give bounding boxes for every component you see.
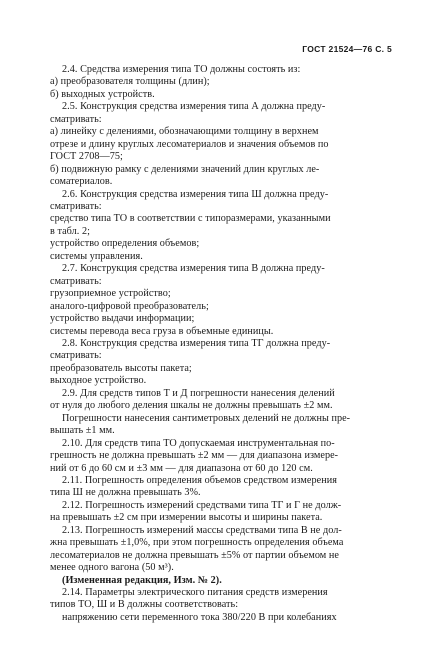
text-line: 2.5. Конструкция средства измерения типа А должна преду- [62, 101, 326, 113]
text-line: системы управления. [50, 250, 143, 262]
text-line: аналого-цифровой преобразователь; [50, 300, 209, 312]
page-header: ГОСТ 21524—76 С. 5 [302, 44, 392, 54]
text-line: 2.12. Погрешность измерений средствами типа ТГ и Г не долж- [62, 499, 342, 511]
text-line: 2.10. Для средств типа ТО допускаемая инструментальная по- [62, 437, 335, 449]
text-line: 2.14. Параметры электрического питания средств измерения [62, 587, 328, 599]
text-line: грешность не должна превышать ±2 мм — для диапазона измере- [50, 450, 339, 462]
text-line: 2.6. Конструкция средства измерения типа Ш должна преду- [62, 188, 329, 200]
text-line: сматривать: [50, 275, 102, 287]
text-line: ний от 6 до 60 см и ±3 мм — для диапазона от 60 до 120 см. [50, 462, 313, 474]
text-line: жна превышать ±1,0%, при этом погрешность определения объема [50, 537, 344, 549]
text-line: в табл. 2; [50, 225, 90, 237]
text-line: системы перевода веса груза в объемные единицы. [50, 325, 274, 337]
text-line: на превышать ±2 см при измерении высоты и ширины пакета. [50, 512, 323, 524]
text-line: сматривать: [50, 200, 102, 212]
text-line: б) выходных устройств. [50, 88, 155, 100]
text-line: (Измененная редакция, Изм. № 2). [62, 574, 222, 586]
text-line: сматривать: [50, 350, 102, 362]
text-line: напряжению сети переменного тока 380/220 В при колебаниях [62, 611, 337, 623]
text-line: 2.11. Погрешность определения объемов средством измерения [62, 474, 337, 486]
text-line: ГОСТ 2708—75; [50, 151, 123, 163]
text-line: средство типа ТО в соответствии с типоразмерами, указанными [50, 213, 331, 225]
text-line: 2.13. Погрешность измерений массы средствами типа В не дол- [62, 524, 342, 536]
text-line: 2.7. Конструкция средства измерения типа В должна преду- [62, 263, 325, 275]
text-line: 2.4. Средства измерения типа ТО должны состоять из: [62, 64, 301, 75]
text-line: сматривать: [50, 113, 102, 125]
text-line: преобразователь высоты пакета; [50, 362, 192, 374]
text-line: типов ТО, Ш и В должны соответствовать: [50, 599, 239, 611]
text-line: отрезе и длину круглых лесоматериалов и значения объемов по [50, 138, 329, 150]
text-line: Погрешности нанесения сантиметровых делений не должны пре- [62, 412, 351, 424]
text-line: от нуля до любого деления шкалы не должны превышать ±2 мм. [50, 400, 333, 412]
text-line: 2.9. Для средств типов Т и Д погрешности нанесения делений [62, 387, 335, 399]
document-body [50, 64, 390, 624]
text-line: грузоприемное устройство; [50, 288, 171, 300]
text-line: б) подвижную рамку с делениями значений длин круглых ле- [50, 163, 320, 175]
text-line: менее одного вагона (50 м³). [50, 562, 174, 574]
text-line: устройство выдачи информации; [50, 313, 195, 325]
text-line: соматериалов. [50, 176, 113, 188]
text-line: а) линейку с делениями, обозначающими толщину в верхнем [50, 126, 319, 138]
text-line: лесоматериалов не должна превышать ±5% от партии объемом не [50, 549, 339, 561]
text-line: вышать ±1 мм. [50, 425, 115, 437]
text-line: а) преобразователя толщины (длин); [50, 76, 210, 88]
text-line: типа Ш не должна превышать 3%. [50, 487, 201, 499]
text-line: устройство определения объемов; [50, 238, 200, 250]
text-line: выходное устройство. [50, 375, 147, 387]
text-line: 2.8. Конструкция средства измерения типа ТГ должна преду- [62, 337, 331, 349]
